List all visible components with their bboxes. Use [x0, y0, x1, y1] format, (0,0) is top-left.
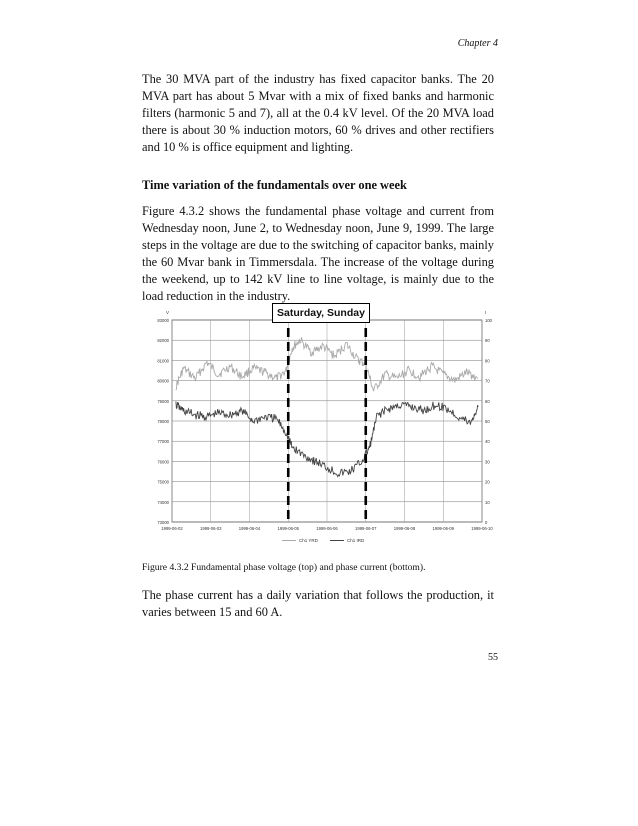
- right-tick-label: 100: [485, 318, 492, 323]
- weekend-annotation: Saturday, Sunday: [272, 303, 370, 323]
- right-tick-label: 60: [485, 398, 490, 404]
- x-tick-label: 1999-06-05: [277, 526, 299, 531]
- section-heading: Time variation of the fundamentals over one week: [142, 178, 407, 192]
- left-tick-label: 83000: [157, 318, 169, 323]
- left-tick-label: 76000: [157, 459, 169, 465]
- x-tick-label: 1999-06-04: [238, 526, 261, 531]
- x-tick-label: 1999-06-03: [200, 526, 222, 531]
- left-tick-label: 78000: [157, 419, 169, 424]
- right-tick-label: 30: [485, 459, 490, 465]
- x-tick-label: 1999-06-07: [355, 526, 377, 531]
- voltage-current-chart: [142, 300, 494, 552]
- paragraph-industry-load: The 30 MVA part of the industry has fixed capacitor banks. The 20 MVA part has about 5 Mvar with a mix of fixed banks and harmonic filters (harmonic 5 and 7), all at the 0.4 kV level. Of the 20 MVA load there is about 30 % induction motors, 60 % drives and other rectifiers and 10 % is office equipment and lighting.: [142, 72, 494, 154]
- left-tick-label: 81000: [157, 358, 169, 364]
- x-tick-label: 1999-06-06: [316, 526, 338, 531]
- legend-label: Ch1 YRD: [299, 538, 318, 543]
- paragraph-phase-current: The phase current has a daily variation that follows the production, it varies between 15 and 60 A.: [142, 588, 494, 619]
- x-tick-label: 1999-06-08: [393, 526, 416, 531]
- page-number: 55: [488, 652, 498, 663]
- left-tick-label: 75000: [157, 479, 169, 485]
- x-tick-label: 1999-06-02: [161, 526, 183, 531]
- left-tick-label: 73000: [157, 520, 169, 525]
- x-tick-label: 1999-06-10: [471, 526, 493, 531]
- right-tick-label: 10: [485, 499, 490, 505]
- right-tick-label: 90: [485, 338, 490, 344]
- right-tick-label: 40: [485, 439, 490, 445]
- chapter-header: Chapter 4: [457, 38, 498, 49]
- left-tick-label: 80000: [157, 378, 169, 384]
- left-tick-label: 82000: [157, 338, 169, 344]
- right-axis-unit: I: [485, 310, 487, 315]
- left-tick-label: 74000: [157, 499, 169, 505]
- figure-caption: Figure 4.3.2 Fundamental phase voltage (top) and phase current (bottom).: [142, 562, 426, 573]
- x-tick-label: 1999-06-09: [432, 526, 454, 531]
- legend-label: Ch1 IRD: [347, 538, 365, 543]
- left-tick-label: 79000: [157, 398, 169, 404]
- right-tick-label: 50: [485, 419, 490, 424]
- right-tick-label: 20: [485, 479, 490, 485]
- right-tick-label: 0: [485, 520, 488, 525]
- left-tick-label: 77000: [157, 439, 169, 445]
- right-tick-label: 80: [485, 358, 490, 364]
- paragraph-time-variation: Figure 4.3.2 shows the fundamental phase voltage and current from Wednesday noon, June 2, to Wednesday noon, June 9, 1999. The large steps in the voltage are due to the switching of capacitor banks, mainly the 60 Mvar bank in Timmersdala. The increase of the voltage during the weekend, up to 142 kV line to line voltage, is mainly due to the load reduction in the industry.: [142, 204, 494, 303]
- right-tick-label: 70: [485, 378, 490, 384]
- left-axis-unit: V: [165, 310, 169, 315]
